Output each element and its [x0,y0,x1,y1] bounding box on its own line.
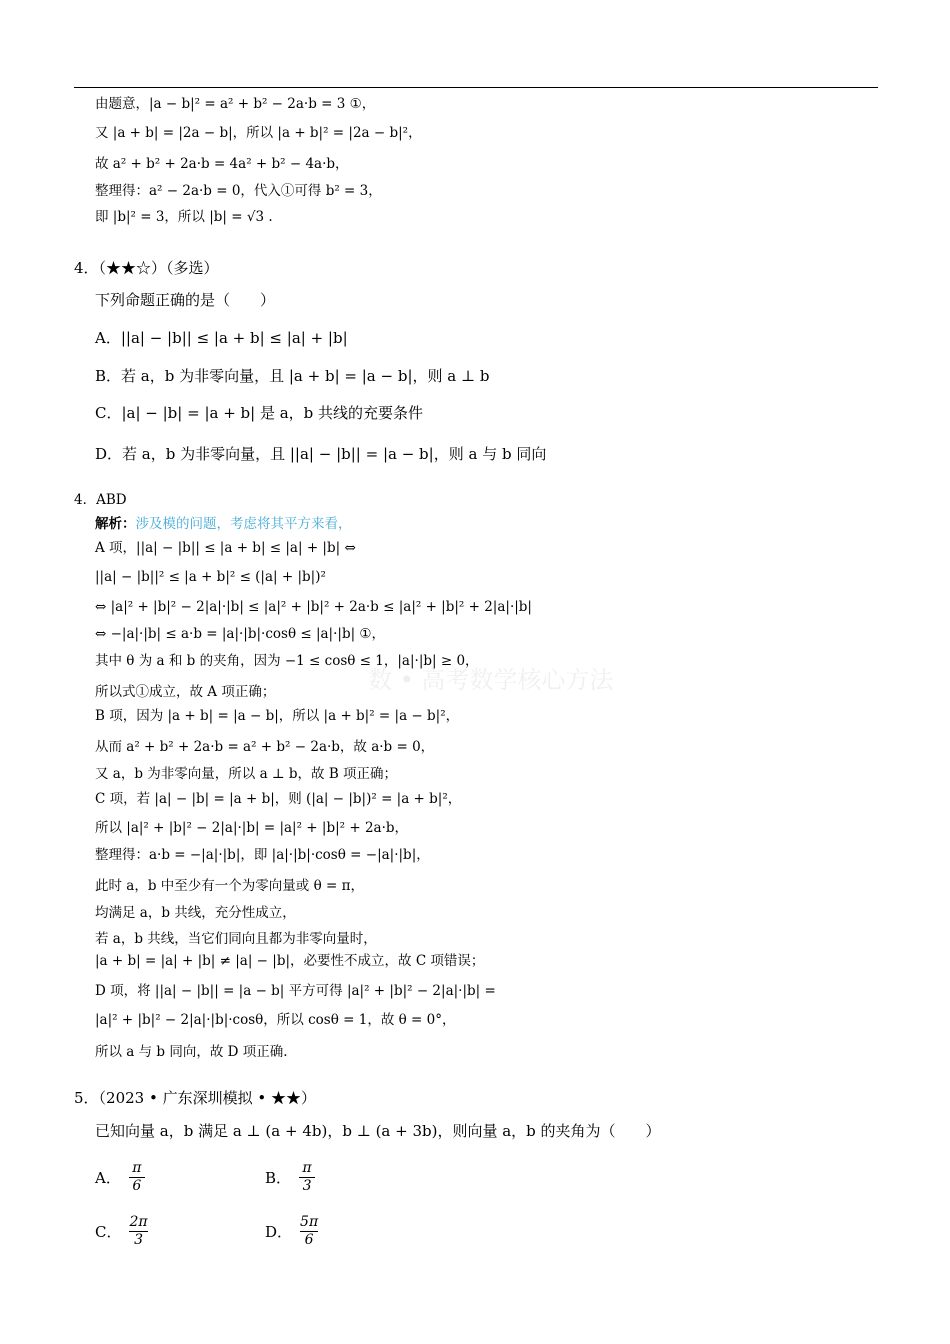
watermark: 数 • 高考数学核心方法 [368,666,614,694]
option-fraction [300,1214,318,1249]
option-letter: D． [265,1223,293,1241]
answer-4-line: 整理得：a·b = −|a|·|b|，即 |a|·|b|·cosθ = −|a|·|b|， [95,847,430,863]
answer-4-line: 均满足 a，b 共线，充分性成立， [95,905,296,921]
header-rule [74,87,878,88]
answer-4-line: 从而 a² + b² + 2a·b = a² + b² − 2a·b，故 a·b = 0， [95,739,435,755]
fraction-denominator: 6 [304,1232,314,1248]
option-letter: B． [265,1169,292,1187]
answer-4-line: D 项，将 ||a| − |b|| = |a − b| 平方可得 |a|² + |b|² − 2|a|·|b| = [95,983,496,999]
answer-4-line: 其中 θ 为 a 和 b 的夹角，因为 −1 ≤ cosθ ≤ 1，|a|·|b| ≥ 0， [95,653,479,669]
fraction-numerator: π [132,1160,142,1176]
fraction-numerator: 5π [300,1214,319,1230]
question-5-option-c [95,1214,148,1249]
option-fraction [299,1160,315,1195]
answer-4-line: |a|² + |b|² − 2|a|·|b|·cosθ，所以 cosθ = 1，故 θ = 0°， [95,1012,456,1028]
option-letter: C． [95,1223,122,1241]
question-5-option-a [95,1160,145,1195]
answer-4-analysis [95,515,352,533]
answer-4-line: A 项，||a| − |b|| ≤ |a + b| ≤ |a| + |b| ⇔ [95,540,356,556]
question-5-stem: 已知向量 a，b 满足 a ⊥ (a + 4b)，b ⊥ (a + 3b)，则向量 a，b 的夹角为（ ） [95,1122,661,1140]
fraction-denominator: 3 [302,1178,312,1194]
answer-4-line: B 项，因为 |a + b| = |a − b|，所以 |a + b|² = |a − b|²， [95,708,460,724]
answer-4-line: 若 a，b 共线，当它们同向且都为非零向量时， [95,931,377,947]
question-4-option-d: D．若 a，b 为非零向量，且 ||a| − |b|| = |a − b|，则 a 与 b 同向 [95,445,547,463]
answer-4-line: C 项，若 |a| − |b| = |a + b|，则 (|a| − |b|)² = |a + b|²， [95,791,462,807]
option-letter: A． [95,1169,121,1187]
answer-4-line: 此时 a，b 中至少有一个为零向量或 θ = π， [95,878,364,894]
fraction-numerator: 2π [129,1214,148,1230]
answer-4-line: 所以 |a|² + |b|² − 2|a|·|b| = |a|² + |b|² + 2a·b， [95,820,409,836]
question-4-option-c: C．|a| − |b| = |a + b| 是 a，b 共线的充要条件 [95,404,424,422]
answer-4-line: 又 a，b 为非零向量，所以 a ⊥ b，故 B 项正确； [95,766,398,782]
prev-solution-line: 又 |a + b| = |2a − b|，所以 |a + b|² = |2a − b|²， [95,125,422,141]
answer-4-line: ⇔ −|a|·|b| ≤ a·b = |a|·|b|·cosθ ≤ |a|·|b| ①， [95,626,386,642]
question-5-option-b [265,1160,315,1195]
answer-4-line: ⇔ |a|² + |b|² − 2|a|·|b| ≤ |a|² + |b|² + 2a·b ≤ |a|² + |b|² + 2|a|·|b| [95,599,532,615]
prev-solution-line: 整理得：a² − 2a·b = 0，代入①可得 b² = 3， [95,183,382,199]
fraction-denominator: 3 [134,1232,143,1248]
answer-4-line: 所以 a 与 b 同向，故 D 项正确. [95,1044,288,1060]
option-fraction [129,1160,145,1195]
prev-solution-line: 由题意，|a − b|² = a² + b² − 2a·b = 3 ①， [95,96,376,112]
option-fraction [129,1214,147,1249]
prev-solution-line: 即 |b|² = 3，所以 |b| = √3 . [95,209,273,225]
question-4-option-a: A．||a| − |b|| ≤ |a + b| ≤ |a| + |b| [95,329,348,347]
question-4-stem: 下列命题正确的是（ ） [95,291,276,309]
question-4-option-b: B．若 a，b 为非零向量，且 |a + b| = |a − b|，则 a ⊥ b [95,367,490,385]
analysis-label: 解析： [95,516,136,532]
fraction-numerator: π [302,1160,312,1176]
question-5-header: 5．（2023 • 广东深圳模拟 • ★★） [74,1089,316,1107]
analysis-hint: 涉及模的问题，考虑将其平方来看， [135,516,352,532]
question-4-header: 4．（★★☆）（多选） [74,259,219,277]
answer-4-line: 所以式①成立，故 A 项正确； [95,684,276,700]
prev-solution-line: 故 a² + b² + 2a·b = 4a² + b² − 4a·b， [95,156,349,172]
question-5-option-d [265,1214,318,1249]
answer-4-line: |a + b| = |a| + |b| ≠ |a| − |b|，必要性不成立，故 C 项错误； [95,953,485,969]
fraction-denominator: 6 [132,1178,142,1194]
answer-4-key: 4．ABD [74,492,127,508]
answer-4-line: ||a| − |b||² ≤ |a + b|² ≤ (|a| + |b|)² [95,569,326,585]
